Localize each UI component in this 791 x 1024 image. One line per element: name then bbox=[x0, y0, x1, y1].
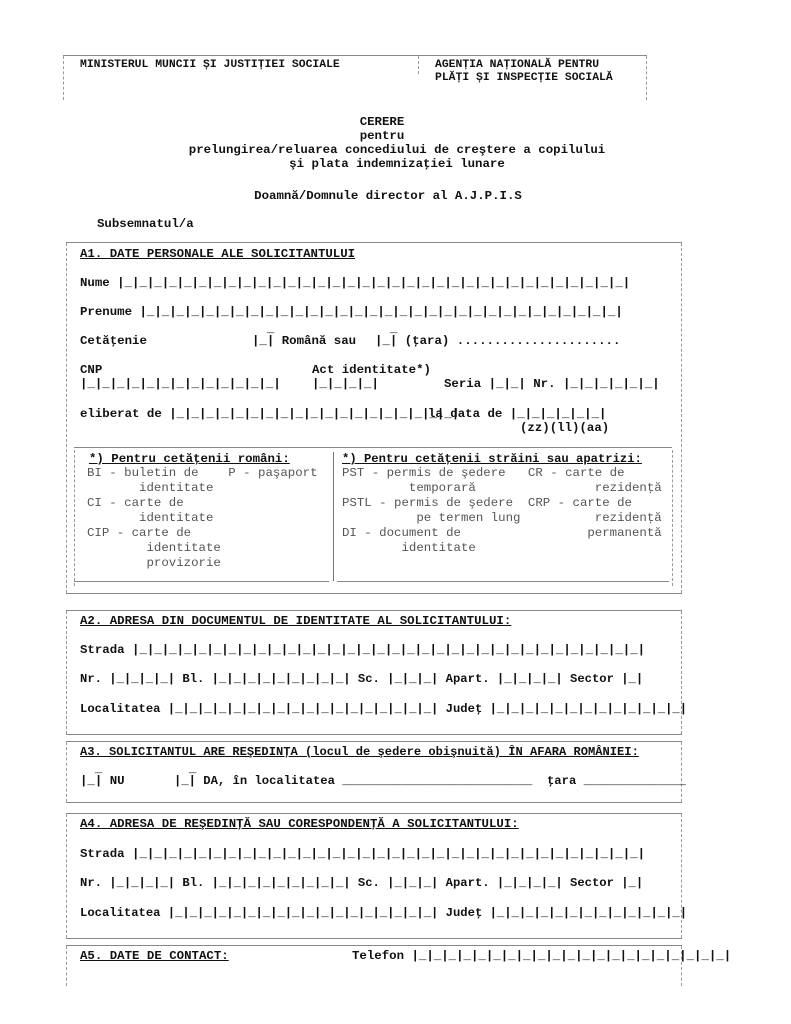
header-mid-rule bbox=[418, 56, 419, 74]
da-checkbox[interactable]: |_| DA, în localitatea __________________________ ţara ______________ bbox=[174, 774, 686, 788]
note-foreigners-line: pe termen lung rezidenţă bbox=[342, 511, 662, 525]
agency-name-line1: AGENȚIA NAȚIONALĂ PENTRU bbox=[435, 59, 600, 71]
note-romanians-line: identitate bbox=[87, 481, 214, 495]
telefon-field[interactable]: Telefon |_|_|_|_|_|_|_|_|_|_|_|_|_|_|_|_|_|_|_|_|_| bbox=[352, 949, 732, 963]
note-romanians-line: identitate bbox=[87, 511, 214, 525]
notes-left-rule bbox=[74, 450, 75, 586]
note-romanians-line: BI - buletin de P - paşaport bbox=[87, 466, 318, 480]
a3-heading: A3. SOLICITANTUL ARE REŞEDINŢA (locul de şedere obişnuită) ÎN AFARA ROMÂNIEI: bbox=[80, 745, 639, 759]
note-foreigners-line: PST - permis de şedere CR - carte de bbox=[342, 466, 625, 480]
la-data-field[interactable]: la data de |_|_|_|_|_|_| bbox=[428, 407, 607, 421]
a5-top-rule bbox=[66, 945, 682, 946]
a2-top-rule bbox=[66, 610, 682, 611]
addressee-line: Doamnă/Domnule director al A.J.P.I.S bbox=[254, 189, 522, 203]
header-top-rule bbox=[63, 55, 647, 56]
notes-divider bbox=[333, 452, 334, 581]
prenume-field[interactable]: Prenume |_|_|_|_|_|_|_|_|_|_|_|_|_|_|_|_|_|_|_|_|_|_|_|_|_|_|_|_|_|_|_|_| bbox=[80, 305, 623, 319]
a4-bottom-rule bbox=[66, 938, 682, 939]
a3-left-rule bbox=[66, 742, 67, 802]
a4-strada-field[interactable]: Strada |_|_|_|_|_|_|_|_|_|_|_|_|_|_|_|_|_|_|_|_|_|_|_|_|_|_|_|_|_|_|_|_|_|_| bbox=[80, 847, 646, 861]
a5-left-rule bbox=[66, 946, 67, 986]
note-foreigners-line: PSTL - permis de şedere CRP - carte de bbox=[342, 496, 632, 510]
a1-left-rule bbox=[66, 243, 67, 593]
note-romanians-line: CIP - carte de bbox=[87, 526, 192, 540]
a2-strada-field[interactable]: Strada |_|_|_|_|_|_|_|_|_|_|_|_|_|_|_|_|_|_|_|_|_|_|_|_|_|_|_|_|_|_|_|_|_|_| bbox=[80, 643, 646, 657]
note-romanians-line: CI - carte de bbox=[87, 496, 184, 510]
act-identitate-field[interactable]: |_|_|_|_| bbox=[312, 377, 379, 391]
a2-heading: A2. ADRESA DIN DOCUMENTUL DE IDENTITATE AL SOLICITANTULUI: bbox=[80, 614, 512, 628]
a4-localitatea-field[interactable]: Localitatea |_|_|_|_|_|_|_|_|_|_|_|_|_|_|_|_|_|_| Judeţ |_|_|_|_|_|_|_|_|_|_|_|_|_| bbox=[80, 906, 688, 920]
note-foreigners-line: identitate bbox=[342, 541, 476, 555]
cetatenie-label: Cetăţenie bbox=[80, 334, 147, 348]
romana-checkbox[interactable]: |_| Română sau bbox=[252, 334, 357, 348]
a1-heading: A1. DATE PERSONALE ALE SOLICITANTULUI bbox=[80, 247, 356, 261]
note-romanians-title: *) Pentru cetăţenii români: bbox=[89, 452, 290, 466]
da-checkbox-top: _ bbox=[174, 762, 197, 776]
a5-heading: A5. DATE DE CONTACT: bbox=[80, 949, 229, 963]
document-title: CERERE bbox=[359, 115, 405, 129]
title-line-3: prelungirea/reluarea concediului de creştere a copilului bbox=[188, 143, 606, 157]
a4-left-rule bbox=[66, 814, 67, 938]
act-identitate-label: Act identitate*) bbox=[312, 363, 431, 377]
header-left-rule bbox=[63, 56, 64, 100]
note-foreigners-line: temporară rezidenţă bbox=[342, 481, 662, 495]
nume-field[interactable]: Nume |_|_|_|_|_|_|_|_|_|_|_|_|_|_|_|_|_|_|_|_|_|_|_|_|_|_|_|_|_|_|_|_|_|_| bbox=[80, 276, 631, 290]
header-right-rule bbox=[646, 56, 647, 100]
romana-checkbox-top: _ bbox=[252, 322, 275, 336]
undersigned-line: Subsemnatul/a bbox=[97, 217, 194, 231]
note-romanians-line: identitate bbox=[87, 541, 221, 555]
tara-checkbox[interactable]: |_| (ţara) ...................... bbox=[375, 334, 621, 348]
a3-right-rule bbox=[681, 742, 682, 802]
a4-number-block-field[interactable]: Nr. |_|_|_|_| Bl. |_|_|_|_|_|_|_|_|_| Sc. |_|_|_| Apart. |_|_|_|_| Sector |_| bbox=[80, 876, 644, 890]
a4-heading: A4. ADRESA DE REŞEDINŢĂ SAU CORESPONDENŢĂ A SOLICITANTULUI: bbox=[80, 817, 519, 831]
note-foreigners-line: DI - document de permanentă bbox=[342, 526, 662, 540]
a2-left-rule bbox=[66, 611, 67, 734]
a1-right-rule bbox=[681, 243, 682, 593]
title-line-2: pentru bbox=[359, 129, 405, 143]
a2-bottom-rule bbox=[66, 734, 682, 735]
eliberat-de-field[interactable]: eliberat de |_|_|_|_|_|_|_|_|_|_|_|_|_|_|_|_|_|_|_| bbox=[80, 407, 460, 421]
cnp-field[interactable]: |_|_|_|_|_|_|_|_|_|_|_|_|_| bbox=[80, 377, 281, 391]
a2-number-block-field[interactable]: Nr. |_|_|_|_| Bl. |_|_|_|_|_|_|_|_|_| Sc. |_|_|_| Apart. |_|_|_|_| Sector |_| bbox=[80, 672, 644, 686]
nu-checkbox[interactable]: |_| NU bbox=[80, 774, 125, 788]
title-line-4: şi plata indemnizaţiei lunare bbox=[289, 157, 505, 171]
a3-bottom-rule bbox=[66, 802, 682, 803]
notes-bottom-rule-right bbox=[337, 581, 669, 582]
seria-nr-field[interactable]: Seria |_|_| Nr. |_|_|_|_|_|_| bbox=[444, 377, 660, 391]
notes-top-rule bbox=[74, 447, 672, 448]
nu-checkbox-top: _ bbox=[80, 762, 103, 776]
a3-top-rule bbox=[66, 741, 682, 742]
a1-bottom-rule bbox=[66, 593, 682, 594]
note-romanians-line: provizorie bbox=[87, 556, 221, 570]
cnp-label: CNP bbox=[80, 363, 103, 377]
notes-bottom-rule-left bbox=[74, 581, 329, 582]
a1-top-rule bbox=[66, 242, 682, 243]
agency-name-line2: PLĂȚI ȘI INSPECȚIE SOCIALĂ bbox=[435, 72, 613, 84]
ministry-name: MINISTERUL MUNCII ȘI JUSTIȚIEI SOCIALE bbox=[80, 59, 340, 71]
tara-checkbox-top: _ bbox=[375, 322, 398, 336]
notes-right-rule bbox=[672, 450, 673, 586]
a2-localitatea-field[interactable]: Localitatea |_|_|_|_|_|_|_|_|_|_|_|_|_|_|_|_|_|_| Judeţ |_|_|_|_|_|_|_|_|_|_|_|_|_| bbox=[80, 702, 688, 716]
date-format-hint: (zz)(ll)(aa) bbox=[520, 421, 610, 435]
note-foreigners-title: *) Pentru cetăţenii străini sau apatrizi: bbox=[342, 452, 642, 466]
a4-top-rule bbox=[66, 813, 682, 814]
